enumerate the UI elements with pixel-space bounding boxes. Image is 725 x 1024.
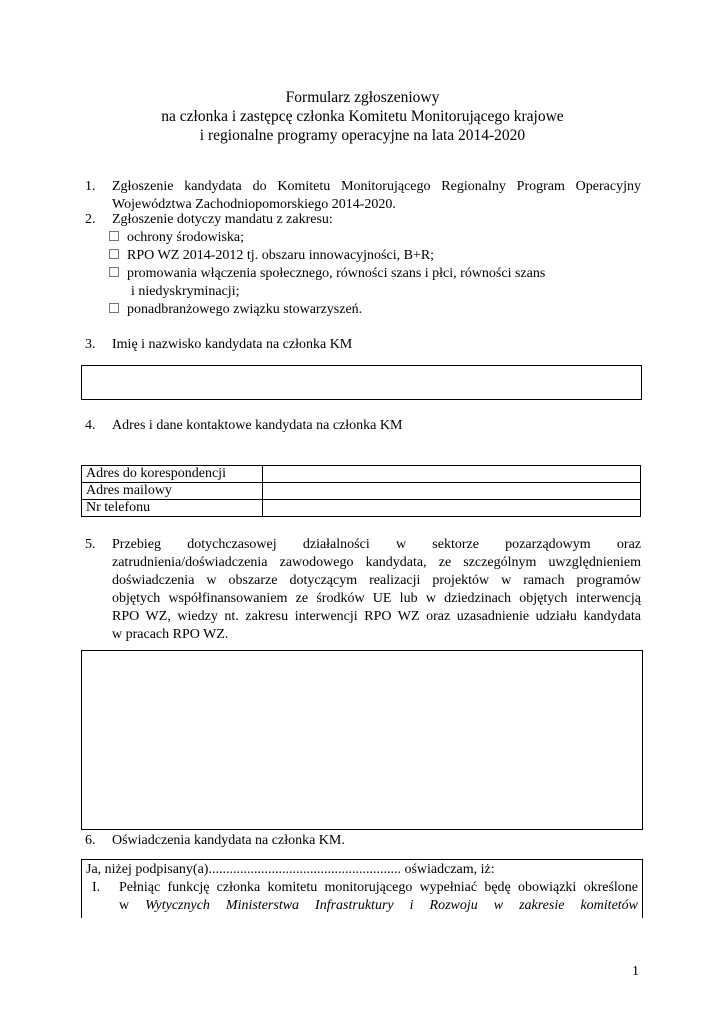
page-number: 1 xyxy=(632,964,639,979)
title-line-3: i regionalne programy operacyjne na lata 2014-2020 xyxy=(199,127,526,144)
section-4-text: Adres i dane kontaktowe kandydata na członka KM xyxy=(112,418,403,433)
checkbox-icon[interactable] xyxy=(109,303,119,313)
section-5-line-5: RPO WZ, wiedzy nt. zakresu interwencji RPO WZ oraz uzasadnienie udziału kandydata xyxy=(112,609,641,624)
mandate-option-rpo-innovation[interactable] xyxy=(109,247,434,265)
section-5-line-2: zatrudnienia/doświadczenia zawodowego kandydata, ze szczególnym uwzględnieniem xyxy=(112,555,641,570)
candidate-name-field[interactable] xyxy=(81,365,642,400)
contact-table xyxy=(81,465,641,517)
section-6 xyxy=(85,832,641,850)
section-2-text: Zgłoszenie dotyczy mandatu z zakresu: xyxy=(112,212,333,227)
contact-email-field[interactable] xyxy=(263,483,641,500)
section-6-text: Oświadczenia kandydata na członka KM. xyxy=(112,833,345,848)
mandate-option-social-inclusion[interactable] xyxy=(109,265,545,283)
table-row xyxy=(82,483,641,500)
table-row xyxy=(82,466,641,483)
section-4-number: 4. xyxy=(85,418,96,433)
contact-address-field[interactable] xyxy=(263,466,641,483)
contact-label-address: Adres do korespondencji xyxy=(82,466,263,483)
checkbox-icon[interactable] xyxy=(109,267,119,277)
section-5-line-6: w pracach RPO WZ. xyxy=(112,627,229,642)
section-5 xyxy=(85,536,641,644)
section-3-text: Imię i nazwisko kandydata na członka KM xyxy=(112,337,353,352)
section-2 xyxy=(85,211,641,229)
title-line-1: Formularz zgłoszeniowy xyxy=(285,89,440,106)
section-5-line-1: Przebieg dotychczasowej działalności w sektorze pozarządowym oraz xyxy=(112,537,641,552)
option-label: promowania włączenia społecznego, równości szans i płci, równości szans xyxy=(127,266,546,281)
declaration-head: Ja, niżej podpisany(a)....................................................... oświadczam, iż: xyxy=(86,862,495,877)
option-label: ochrony środowiska; xyxy=(127,230,245,245)
form-title xyxy=(0,88,725,145)
section-3 xyxy=(85,336,641,354)
section-1-number: 1. xyxy=(85,179,96,194)
section-5-line-4: objętych współfinansowaniem ze środków UE lub w dziedzinach objętych interwencją xyxy=(112,591,641,606)
mandate-option-association[interactable] xyxy=(109,301,362,319)
section-6-number: 6. xyxy=(85,833,96,848)
section-1-text: Zgłoszenie kandydata do Komitetu Monitorującego Regionalny Program Operacyjny Województwa Zachodniopomorskiego 2014-2020. xyxy=(112,179,641,212)
section-1 xyxy=(85,178,641,214)
section-4 xyxy=(85,417,641,435)
section-5-line-3: doświadczenia w obszarze dotyczącym realizacji projektów w ramach programów xyxy=(112,573,641,588)
experience-field[interactable] xyxy=(81,650,643,830)
declaration-guidelines-title: Wytycznych Ministerstwa Infrastruktury i Rozwoju w zakresie komitetów xyxy=(145,898,639,913)
option-label: ponadbranżowego związku stowarzyszeń. xyxy=(127,302,363,317)
title-line-2: na członka i zastępcę członka Komitetu Monitorującego krajowe xyxy=(161,108,564,125)
contact-label-email: Adres mailowy xyxy=(82,483,263,500)
declaration-box xyxy=(81,859,643,918)
declaration-point-prefix: w xyxy=(119,898,130,913)
declaration-point-text xyxy=(119,879,638,915)
section-5-number: 5. xyxy=(85,537,96,552)
declaration-point-line-1: Pełniąc funkcję członka komitetu monitorującego wypełniać będę obowiązki określone xyxy=(119,880,638,895)
mandate-option-environment[interactable] xyxy=(109,229,244,247)
mandate-option-social-inclusion-cont: i niedyskryminacji; xyxy=(131,284,240,299)
option-label: RPO WZ 2014-2012 tj. obszaru innowacyjności, B+R; xyxy=(127,248,435,263)
section-2-number: 2. xyxy=(85,212,96,227)
checkbox-icon[interactable] xyxy=(109,231,119,241)
declaration-point-number: I. xyxy=(92,880,101,895)
declaration-point-line-2 xyxy=(119,897,638,915)
contact-phone-field[interactable] xyxy=(263,500,641,517)
contact-label-phone: Nr telefonu xyxy=(82,500,263,517)
section-3-number: 3. xyxy=(85,337,96,352)
checkbox-icon[interactable] xyxy=(109,249,119,259)
table-row xyxy=(82,500,641,517)
